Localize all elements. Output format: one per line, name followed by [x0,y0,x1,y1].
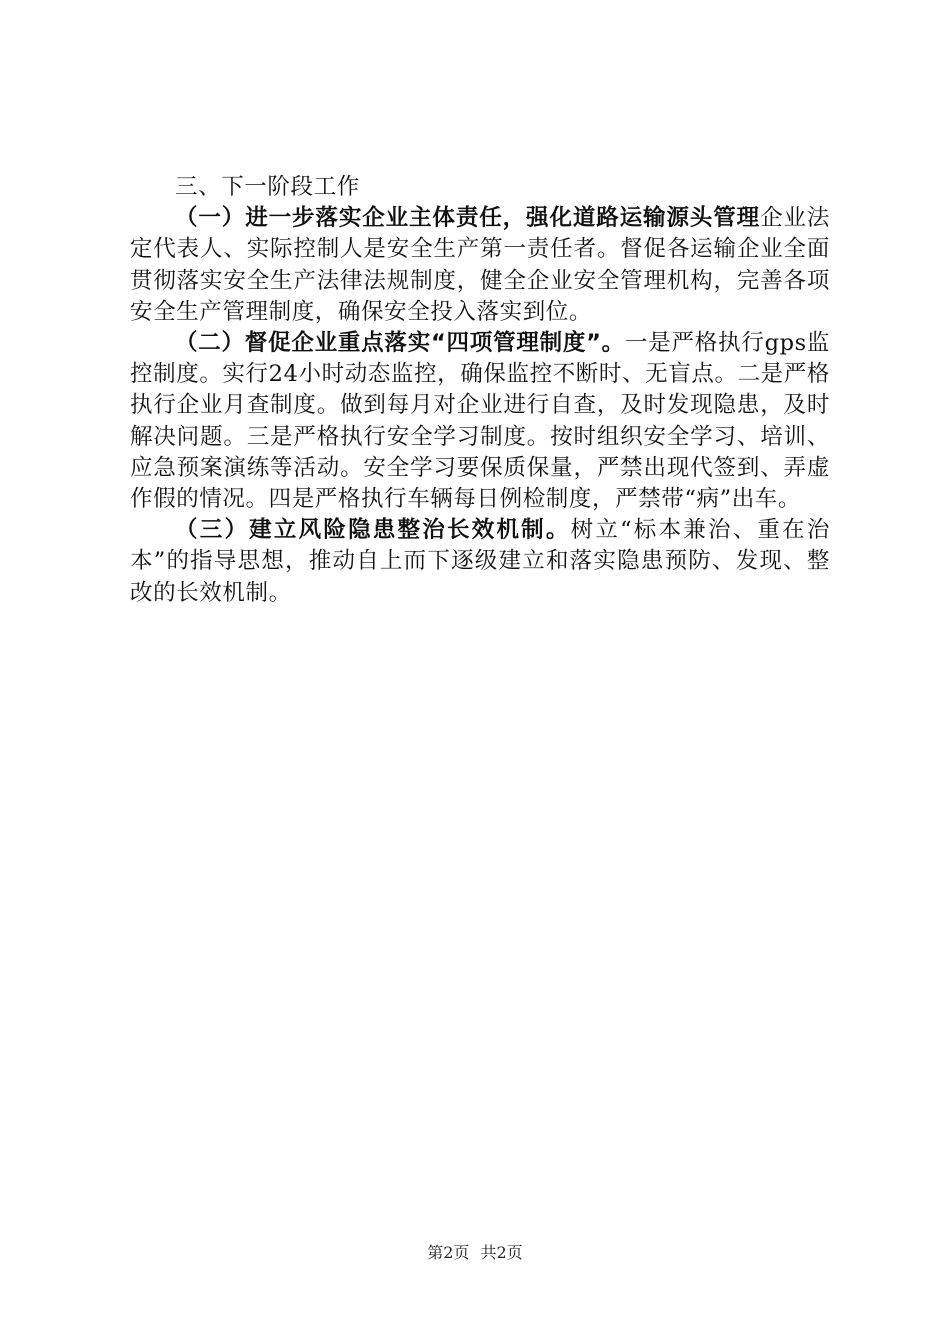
paragraph-3-heading: （三）建立风险隐患整治长效机制。 [175,517,571,544]
page-total: 共2页 [480,1243,523,1262]
paragraph-2-heading: （二）督促企业重点落实“四项管理制度”。 [175,330,625,357]
paragraph-3-text: 树立“标本兼治、重在治本”的指导思想，推动自上而下逐级建立和落实隐患预防、发现、整改的长效机制。 [130,517,830,606]
paragraph-3 [130,515,830,609]
page-number: 第2页 [427,1243,470,1262]
paragraph-2 [130,328,830,515]
paragraph-2-text: 一是严格执行gps监控制度。实行24小时动态监控，确保监控不断时、无盲点。二是严格执行企业月查制度。做到每月对企业进行自查，及时发现隐患，及时解决问题。三是严格执行安全学习制度。按时组织安全学习、培训、应急预案演练等活动。安全学习要保质保量，严禁出现代签到、弄虚作假的情况。四是严格执行车辆每日例检制度，严禁带“病”出车。 [130,330,831,513]
page-footer [0,1243,950,1263]
paragraph-1-text: 企业法定代表人、实际控制人是安全生产第一责任者。督促各运输企业全面贯彻落实安全生产法律法规制度，健全企业安全管理机构，完善各项安全生产管理制度，确保安全投入落实到位。 [130,205,830,325]
section-heading: 三、下一阶段工作 [175,174,360,200]
document-body [130,172,830,609]
paragraph-1-heading: （一）进一步落实企业主体责任，强化道路运输源头管理 [175,205,761,232]
paragraph-1 [130,203,830,328]
